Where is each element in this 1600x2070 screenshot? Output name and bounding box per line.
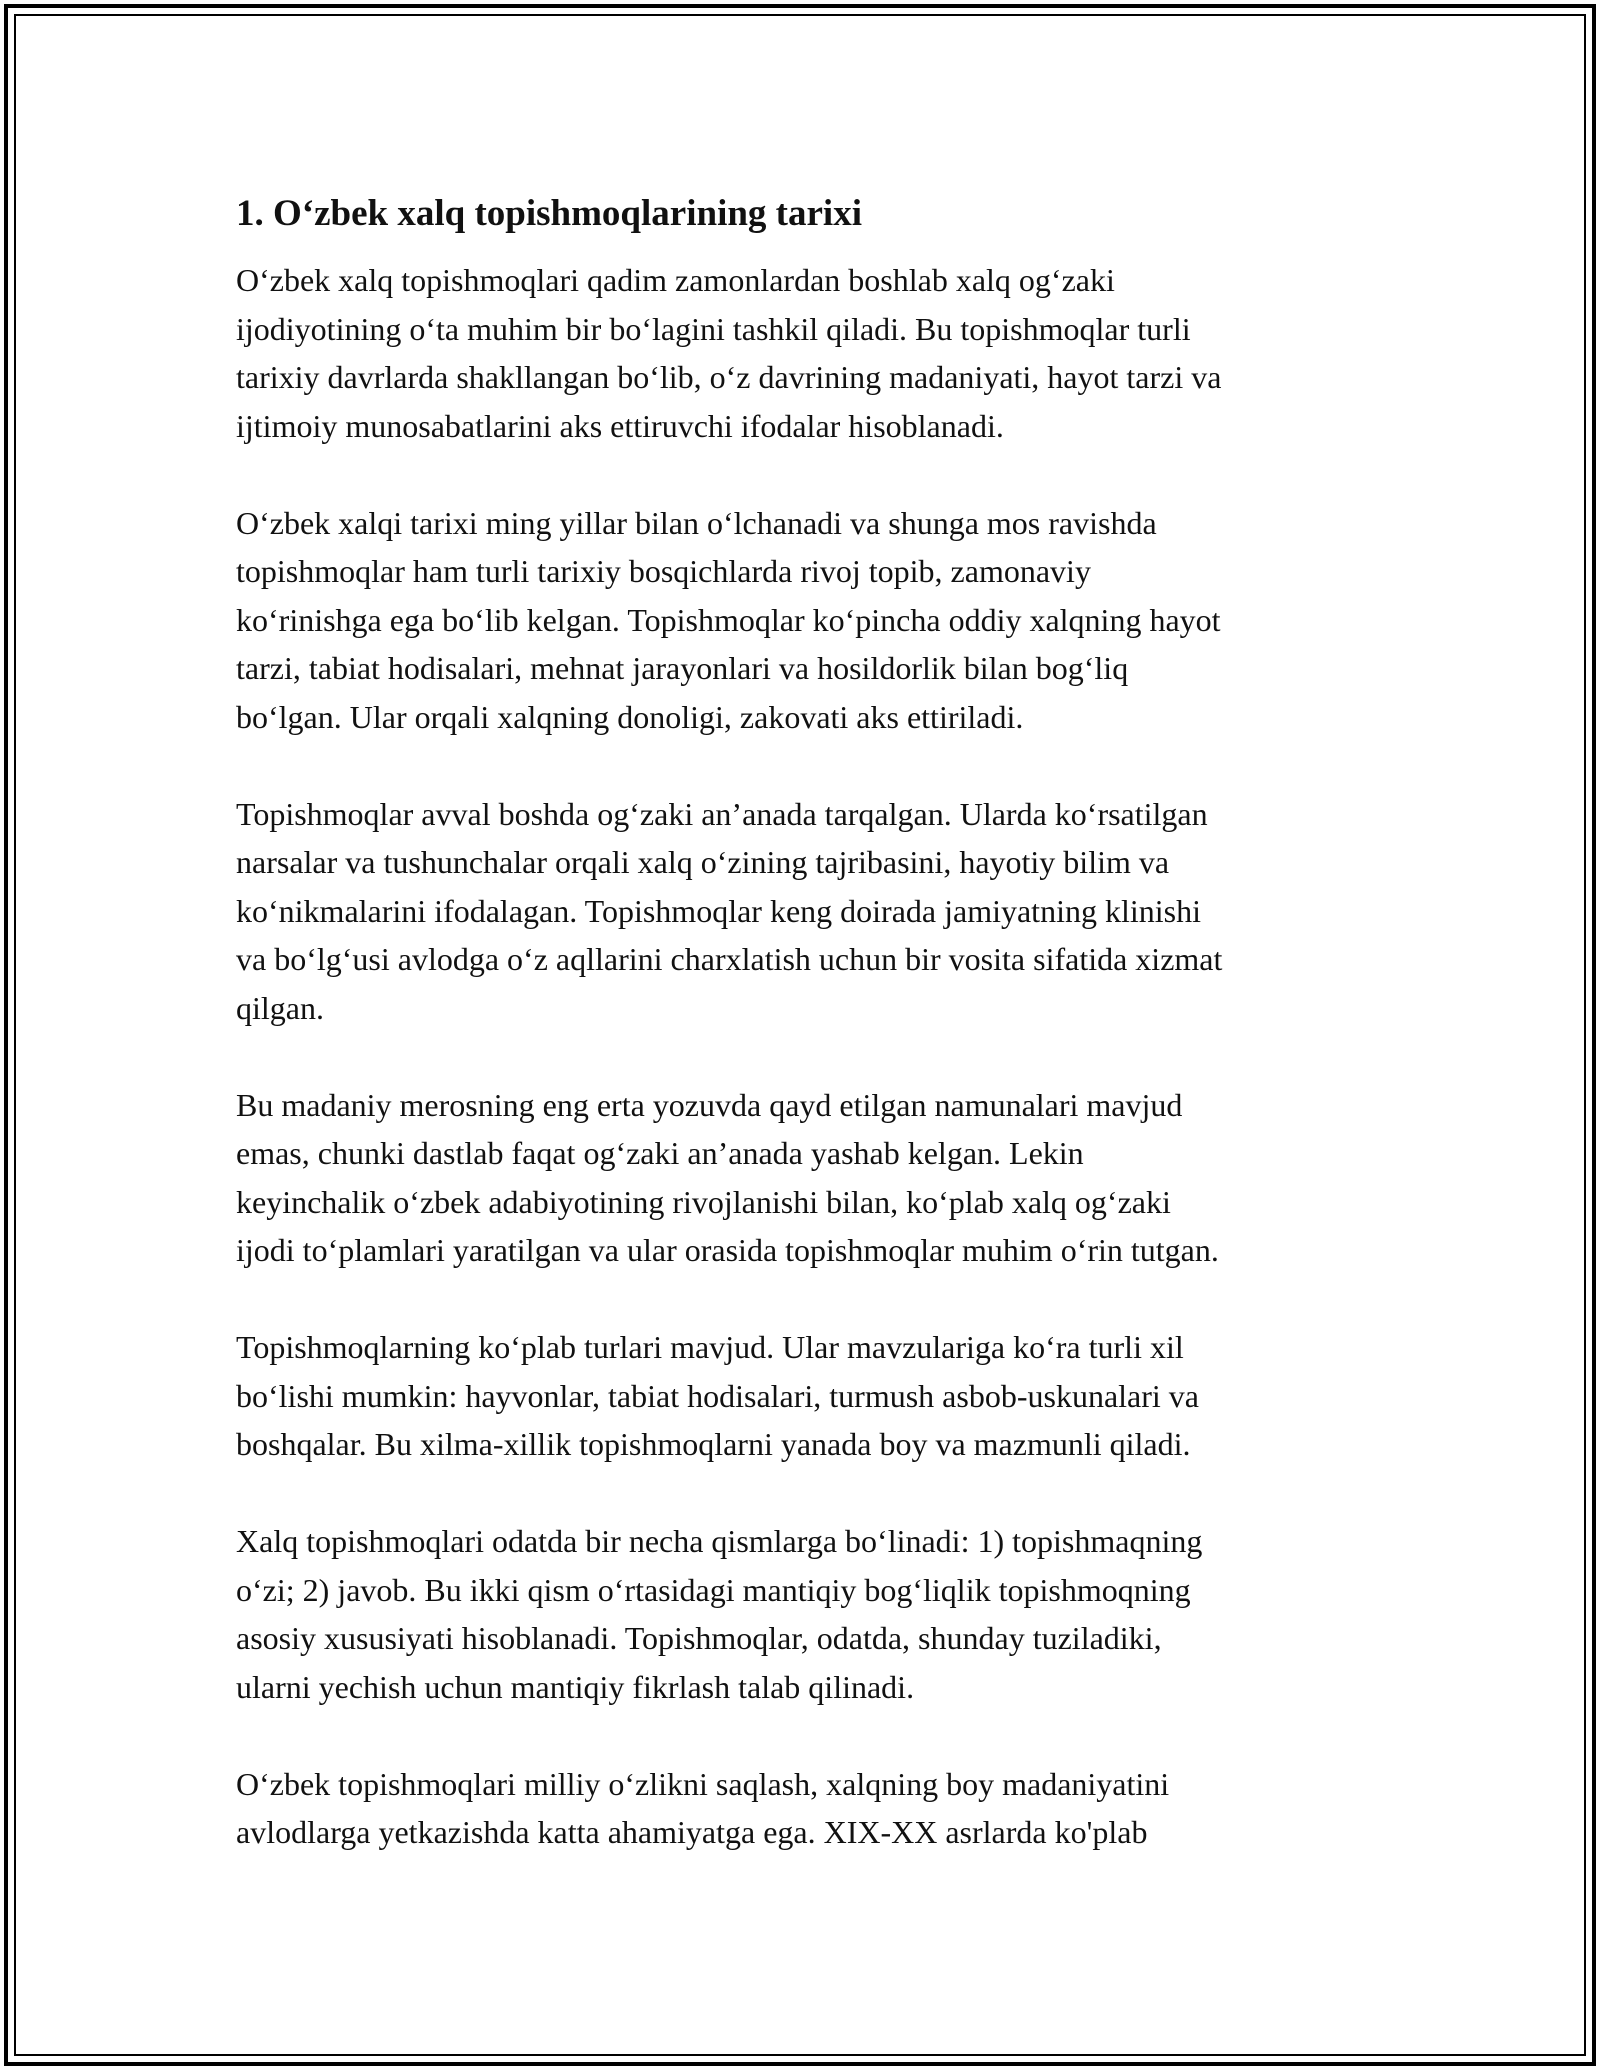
paragraph-list (236, 256, 1386, 1857)
text-line: keyinchalik o‘zbek adabiyotining rivojlanishi bilan, ko‘plab xalq og‘zaki (236, 1183, 1171, 1220)
text-line: O‘zbek xalqi tarixi ming yillar bilan o‘lchanadi va shunga mos ravishda (236, 504, 1157, 541)
text-line: ijodiyotining o‘ta muhim bir bo‘lagini tashkil qiladi. Bu topishmoqlar turli (236, 310, 1191, 347)
paragraph (236, 1760, 1386, 1857)
paragraph (236, 1081, 1386, 1275)
text-line: topishmoqlar ham turli tarixiy bosqichlarda rivoj topib, zamonaviy (236, 553, 1091, 589)
text-line: o‘zi; 2) javob. Bu ikki qism o‘rtasidagi mantiqiy bog‘liqlik topishmoqning (236, 1571, 1191, 1608)
text-line: ijtimoiy munosabatlarini aks ettiruvchi ifodalar hisoblanadi. (236, 407, 1004, 444)
paragraph (236, 1517, 1386, 1711)
text-line: tarixiy davrlarda shakllangan bo‘lib, o‘z davrining madaniyati, hayot tarzi va (236, 359, 1222, 395)
text-line: avlodlarga yetkazishda katta ahamiyatga ega. XIX-XX asrlarda ko'plab (236, 1814, 1148, 1850)
text-line: O‘zbek xalq topishmoqlari qadim zamonlardan boshlab xalq og‘zaki (236, 262, 1115, 298)
paragraph (236, 499, 1386, 742)
text-line: ko‘nikmalarini ifodalagan. Topishmoqlar keng doirada jamiyatning klinishi (236, 892, 1201, 929)
text-line: boshqalar. Bu xilma-xillik topishmoqlarni yanada boy va mazmunli qiladi. (236, 1426, 1191, 1462)
text-line: ularni yechish uchun mantiqiy fikrlash talab qilinadi. (236, 1668, 915, 1705)
text-line: qilgan. (236, 989, 324, 1026)
section-heading: 1. O‘zbek xalq topishmoqlarining tarixi (236, 193, 862, 234)
text-line: ko‘rinishga ega bo‘lib kelgan. Topishmoqlar ko‘pincha oddiy xalqning hayot (236, 601, 1221, 638)
text-line: Topishmoqlar avval boshda og‘zaki an’anada tarqalgan. Ularda ko‘rsatilgan (236, 795, 1208, 832)
text-line: narsalar va tushunchalar orqali xalq o‘zining tajribasini, hayotiy bilim va (236, 844, 1170, 880)
document-body (236, 188, 1386, 1905)
text-line: va bo‘lg‘usi avlodga o‘z aqllarini charxlatish uchun bir vosita sifatida xizmat (236, 941, 1223, 977)
text-line: ijodi to‘plamlari yaratilgan va ular orasida topishmoqlar muhim o‘rin tutgan. (236, 1232, 1219, 1268)
text-line: asosiy xususiyati hisoblanadi. Topishmoqlar, odatda, shunday tuziladiki, (236, 1620, 1162, 1656)
text-line: Bu madaniy merosning eng erta yozuvda qayd etilgan namunalari mavjud (236, 1086, 1183, 1123)
paragraph (236, 1323, 1386, 1469)
text-line: emas, chunki dastlab faqat og‘zaki an’anada yashab kelgan. Lekin (236, 1135, 1084, 1171)
text-line: tarzi, tabiat hodisalari, mehnat jarayonlari va hosildorlik bilan bog‘liq (236, 650, 1129, 686)
paragraph (236, 790, 1386, 1033)
text-line: Topishmoqlarning ko‘plab turlari mavjud. Ular mavzulariga ko‘ra turli xil (236, 1329, 1184, 1365)
paragraph (236, 256, 1386, 450)
text-line: Xalq topishmoqlari odatda bir necha qismlarga bo‘linadi: 1) topishmaqning (236, 1523, 1203, 1559)
text-line: bo‘lgan. Ular orqali xalqning donoligi, zakovati aks ettiriladi. (236, 698, 1024, 735)
text-line: O‘zbek topishmoqlari milliy o‘zlikni saqlash, xalqning boy madaniyatini (236, 1765, 1170, 1802)
text-line: bo‘lishi mumkin: hayvonlar, tabiat hodisalari, turmush asbob-uskunalari va (236, 1377, 1199, 1414)
